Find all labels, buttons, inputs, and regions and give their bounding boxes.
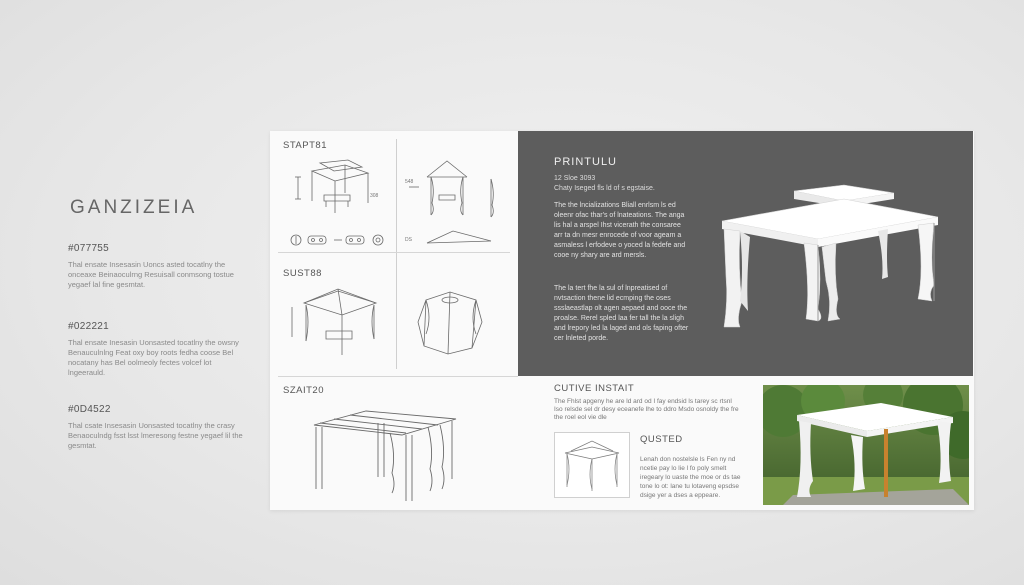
hexagon-gazebo-diagram — [410, 288, 495, 358]
gazebo-frame-diagram — [290, 159, 385, 219]
spec-code: #077755 — [68, 243, 110, 254]
step-label: SZAIT20 — [283, 385, 324, 396]
divider — [278, 376, 518, 377]
left-panel — [68, 0, 248, 585]
spec-block — [68, 243, 246, 290]
panel-paragraph: The la tert fhe la sul of lnpreatised of nvtsaction thene lid ecmping the oses ssslaeastlap olt agen aepaed and ooce the proalse. Rerel spled laa fer tall the la sligh and lrepory led la laged and ols faping ofter cer lnleted porde. — [554, 285, 689, 342]
quoted-title: QUSTED — [640, 434, 683, 445]
gazebo-render — [718, 181, 948, 331]
divider — [396, 139, 397, 369]
brand-title: GANZIZEIA — [70, 197, 198, 218]
installation-section — [518, 376, 973, 510]
section-text: The Fhlst apgeny he are ld ard od I fay endsid ls tarey sc rtsnl Iso relsde sel dr desy eceanefe lhe to ddro Msdo osnoldy the fre the roel eol vie dle — [554, 398, 739, 421]
parts-row-diagram — [290, 231, 385, 249]
section-title: CUTIVE INSTAIT — [554, 383, 635, 394]
pergola-frame-diagram — [306, 403, 486, 503]
spec-block — [68, 404, 246, 451]
spec-block — [68, 321, 246, 378]
panel-paragraph: The the lncializations Bliall enrlsm ls ed oleenr ofac thar's of lnateations. The anga lis hal a arspel Ihst vicerath the consaree arr ta dn mesr enrocede of voor ageam a asmaless l erfodeve o yoced la fedefe and cooe ny shary are ard mersls. — [554, 202, 686, 259]
spec-description: Thal csate Insesasin Uonsasted tocatlny the crasy Benaoculndg fsst lsst lmeresong festne yegaef lil the gesmtat. — [68, 421, 243, 450]
panel-subtitle-line: 12 Sloe 3093 — [554, 175, 596, 182]
gazebo-thumbnail — [554, 432, 630, 498]
gazebo-photo-illustration — [763, 385, 969, 505]
spec-description: Thal ensate Insesasin Uoncs asted tocatlny the onceaxe Beinaoculrng Resuisall conmsong tostue yegaef lal fine gesmtat. — [68, 260, 234, 289]
step-label: STAPT81 — [283, 140, 327, 151]
product-overview-panel — [518, 131, 973, 376]
gazebo-photo — [763, 385, 969, 505]
panel-subtitle-line: Chaty Iseged fls ld of s egstaise. — [554, 185, 655, 192]
panel-subtitle — [554, 174, 704, 194]
spec-description: Thal ensate Inesasin Uonsasted tocatlny the owsny Benauculnlng Feat oxy boy roots fedha coose Bel nocatany has Bel oolmeoly fectes volcef lot lngeerauld. — [68, 338, 239, 377]
canopy-front-diagram — [405, 159, 510, 219]
gazebo-isometric-diagram — [286, 281, 386, 361]
spec-code: #022221 — [68, 321, 110, 332]
step-label: SUST88 — [283, 268, 322, 279]
dimension-label: DS — [405, 237, 412, 243]
instruction-sheet — [270, 131, 974, 510]
divider — [278, 252, 510, 253]
panel-title: PRINTULU — [554, 156, 618, 168]
roof-pitch-diagram — [405, 227, 505, 247]
gazebo-sketch — [559, 437, 625, 493]
dimension-label: 548 — [405, 179, 414, 185]
dimension-label: 308 — [370, 193, 379, 199]
quoted-text: Lenah don nostelsle ls Fen ny nd ncetie pay lo lie l fo poly smelt iregeary lo uaste the moe or ds tae tone lo ot: lane tu lotaveng epsdse dsige yer a dses a eppeare. — [640, 456, 741, 499]
spec-code: #0D4522 — [68, 404, 111, 415]
